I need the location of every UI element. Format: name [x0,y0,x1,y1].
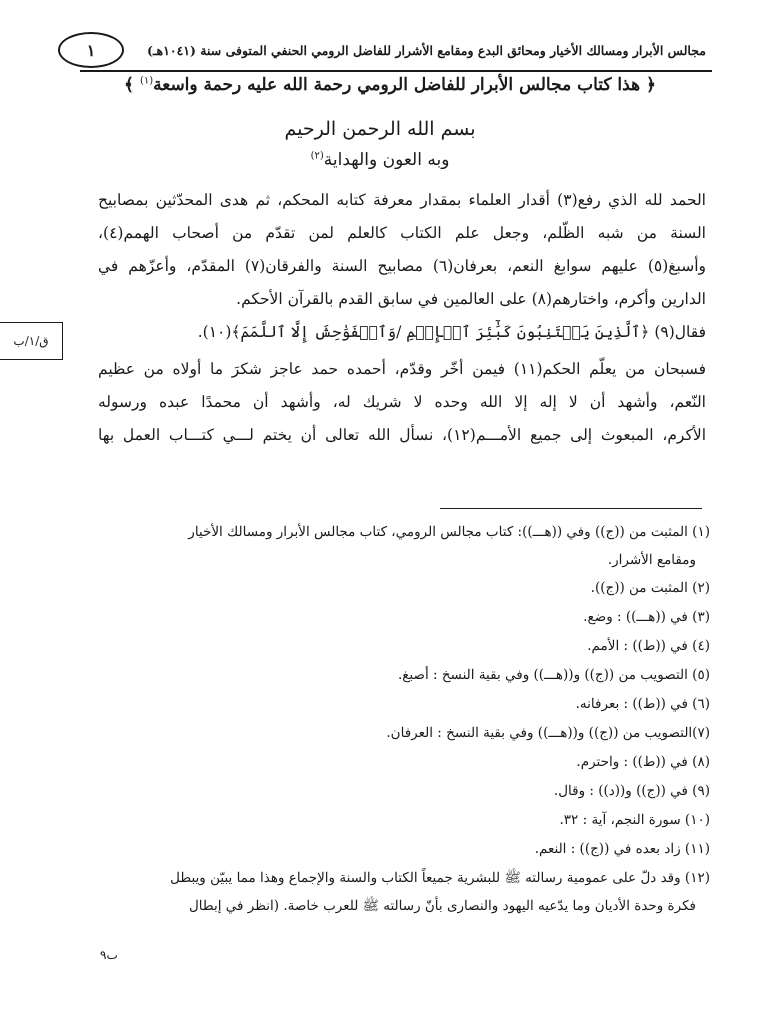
running-header-title: مجالس الأبرار ومسالك الأخيار ومحائق البدع ومقامع الأشرار للفاضل الرومي الحنفي المتوفى سنة (١٠٤١هـ) [146,42,706,58]
footnote: (١١) زاد بعده في ((ج)) : النعم. [534,841,710,857]
help-line [150,150,610,170]
body-line-quran-verse: فقال(٩) ﴿ٱلَّذِينَ يَجۡتَنِبُونَ كَبَٰٓئِرَ ٱلۡإِثۡمِ /وَٱلۡفَوَٰحِشَ إِلَّا ٱللَّمَمَ﴾(١٠). [197,323,706,341]
footnote: (٨) في ((ط)) : واحترم. [576,754,710,770]
book-title-text: هذا كتاب مجالس الأبرار للفاضل الرومي رحمة الله عليه رحمة واسعة [153,75,641,95]
footnote: (٦) في ((ط)) : بعرفانه. [575,696,710,712]
book-title-ref: (١) [139,75,154,87]
footnote: (٤) في ((ط)) : الأمم. [587,638,710,654]
body-line: الأكرم، المبعوث إلى جميع الأمـــم(١٢)، نسأل الله تعالى أن يختم لـــي كتـــاب العمل بها [98,426,706,444]
footnote: (٣) في ((هـــ)) : وضع. [583,609,710,625]
footnote [96,864,710,920]
footnote: (١٠) سورة النجم، آية : ٣٢. [559,812,710,828]
header-rule [80,70,712,72]
book-title [110,74,670,102]
page-number: ١ [86,40,96,60]
footnote: (٢) المثبت من ((ج)). [590,580,710,596]
footnotes [96,518,710,920]
book-title-close-bracket: ﴾ [124,75,135,95]
book-title-open-bracket: ﴿ [645,75,656,95]
body-line: النّعم، وأشهد أن لا إله إلا الله وحده لا شريك له، وأشهد أن محمدًا عبده ورسوله [98,393,706,411]
bottom-catchword: ٮ٩ [100,948,118,962]
body-line: الدارين وأكرم، واختارهم(٨) على العالمين في سابق القدم بالقرآن الأحكم. [236,290,706,308]
footnote-separator [440,508,702,509]
body-line: فسبحان من يعلّم الحكم(١١) فيمن أخّر وقدّم، أحمده حمد عاجز شكرَ ما أولاه من عظيم [98,360,706,378]
folio-label: ق/١/ب [13,334,49,348]
body-line: السنة من شبه الظّلم، وجعل علم الكتاب كالعلم لمن تقدّم من أصحاب الهمم(٤)، [98,224,706,242]
footnote [96,518,710,574]
manuscript-folio-marker [0,322,63,360]
footnote-text: (١٢) وقد دلّ على عمومية رسالته ﷺ للبشرية جميعاً الكتاب والسنة والإجماع وهذا مما يبيّن ويبطل [170,870,710,886]
running-header [58,30,710,70]
page-number-oval [58,32,124,68]
body-line: وأسبغ(٥) عليهم سوابغ النعم، بعرفان(٦) مصابيح السنة والفرقان(٧) المقدّم، وأعزّهم في [98,257,706,275]
footnote-continuation: فكرة وحدة الأديان وما يدّعيه اليهود والنصارى بأنّ رسالته ﷺ للعرب خاصة. (انظر في إبطال [188,898,696,914]
help-line-text: وبه العون والهداية [323,150,450,170]
footnote-text: (١) المثبت من ((ج)) وفي ((هـــ)): كتاب مجالس الرومي، كتاب مجالس الأبرار ومسالك الأخيار [188,524,710,540]
body-line: الحمد لله الذي رفع(٣) أقدار العلماء بمقدار معرفة كتابه المحكم، ثم هدى المحدّثين بمصابيح [98,191,706,209]
footnote: (٥) التصويب من ((ج)) و((هـــ)) وفي بقية النسخ : أصبغ. [397,667,710,683]
help-line-ref: (٢) [310,150,324,162]
footnote-continuation: ومقامع الأشرار. [607,552,696,568]
body-text [98,184,706,452]
basmala: بسم الله الرحمن الرحيم [284,118,476,140]
footnote: (٩) في ((ج)) و((د)) : وقال. [553,783,710,799]
footnote: (٧)التصويب من ((ج)) و((هـــ)) وفي بقية النسخ : العرفان. [386,725,710,741]
